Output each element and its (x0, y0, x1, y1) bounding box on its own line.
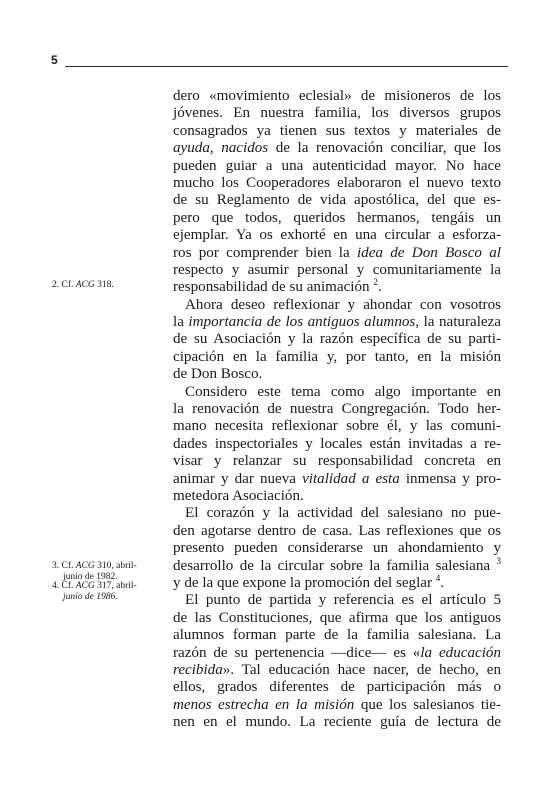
text-line: de las Constituciones, que afirma que los antiguos (173, 609, 501, 626)
text-line: alumnos forman parte de la familia salesiana. La (173, 627, 501, 644)
text-line: visar y relanzar su responsabilidad concreta en (173, 453, 501, 470)
footnote-mark: 3. (52, 561, 60, 571)
text-line: la renovación de nuestra Congregación. Todo her- (173, 401, 501, 418)
footnote-source: ACG (75, 561, 95, 571)
text-line: den agotarse dentro de casa. Las reflexiones que os (173, 522, 501, 539)
text-line-italic: ros por comprender bien la idea de Don Bosco al (173, 244, 501, 261)
text-line-italic: menos estrecha en la misión que los salesianos tie- (173, 696, 501, 713)
text-line: consagrados ya tienen sus textos y materiales de (173, 122, 501, 139)
text-line-italic: razón de su pertenencia —dice— es «la educación (173, 644, 501, 661)
text-line: ejemplar. Ya os exhorté en una circular a esforza- (173, 227, 501, 244)
footnote-ref: 317, abril- (94, 581, 137, 591)
footnote-continuation: junio de 1986. (63, 591, 118, 602)
page-number: 5 (51, 53, 58, 67)
main-text (173, 88, 501, 731)
footnote-3 (52, 561, 160, 582)
text-line: cipación en la familia y, por tanto, en la misión (173, 348, 501, 365)
footnote-ref: 310, abril- (94, 561, 137, 571)
text-line: nen en el mundo. La reciente guía de lectura de (173, 714, 501, 731)
footnote-continuation: junio de 1982. (63, 571, 118, 582)
text-line: responsabilidad de su animación $^2$. (173, 277, 382, 296)
footnote-ref: 318. (94, 280, 114, 290)
footnote-2 (52, 280, 160, 291)
text-line: El punto de partida y referencia es el artículo 5 (185, 592, 501, 609)
text-line: mucho los Cooperadores elaboraron el nuevo texto (173, 174, 501, 191)
text-line: respecto y asumir personal y comunitariamente la (173, 261, 501, 278)
footnote-source: ACG (75, 280, 95, 290)
text-line: pueden guiar a una autenticidad mayor. No hace (173, 157, 501, 174)
text-line: de Don Bosco. (173, 366, 263, 383)
text-line: y de la que expone la promoción del seglar $^4$. (173, 572, 445, 591)
text-line: de su Reglamento de vida apostólica, del que es- (173, 192, 501, 209)
text-line: ellos, grados diferentes de participación más o (173, 679, 501, 696)
footnote-mark: 4. (52, 581, 60, 591)
text-line: jóvenes. En nuestra familia, los diversos grupos (173, 105, 501, 122)
text-line: El corazón y la actividad del salesiano no pue- (185, 505, 501, 522)
text-line: mano necesita reflexionar sobre él, y las comuni- (173, 418, 501, 435)
footnote-text: Cf. (61, 280, 76, 290)
text-line: de su Asociación y la razón específica de su parti- (173, 331, 501, 348)
text-line: Considero este tema como algo importante en (185, 383, 501, 400)
footnote-source: ACG (75, 581, 95, 591)
text-line: dades inspectoriales y locales están invitadas a re- (173, 435, 501, 452)
text-line-italic: animar y dar nueva vitalidad a esta inmensa y pro- (173, 470, 501, 487)
header-rule (65, 66, 508, 67)
footnote-4 (52, 581, 160, 602)
footnote-mark: 2. (52, 280, 60, 290)
footnote-text: Cf. (61, 561, 76, 571)
text-line: presento pueden considerarse un ahondamiento y (173, 540, 501, 557)
text-line: Ahora deseo reflexionar y ahondar con vosotros (185, 296, 501, 313)
text-line-italic: ayuda, nacidos de la renovación conciliar, que los (173, 140, 501, 157)
text-line: desarrollo de la circular sobre la familia salesiana $^3$ (173, 555, 501, 574)
text-line: pero que todos, queridos hermanos, tengáis un (173, 209, 501, 226)
text-line: metedora Asociación. (173, 487, 304, 504)
text-line: dero «movimiento eclesial» de misioneros de los (173, 88, 501, 104)
footnote-text: Cf. (61, 581, 76, 591)
text-line-italic: recibida». Tal educación hace nacer, de hecho, en (173, 661, 501, 678)
text-line-italic: la importancia de los antiguos alumnos, la naturaleza (173, 314, 501, 331)
